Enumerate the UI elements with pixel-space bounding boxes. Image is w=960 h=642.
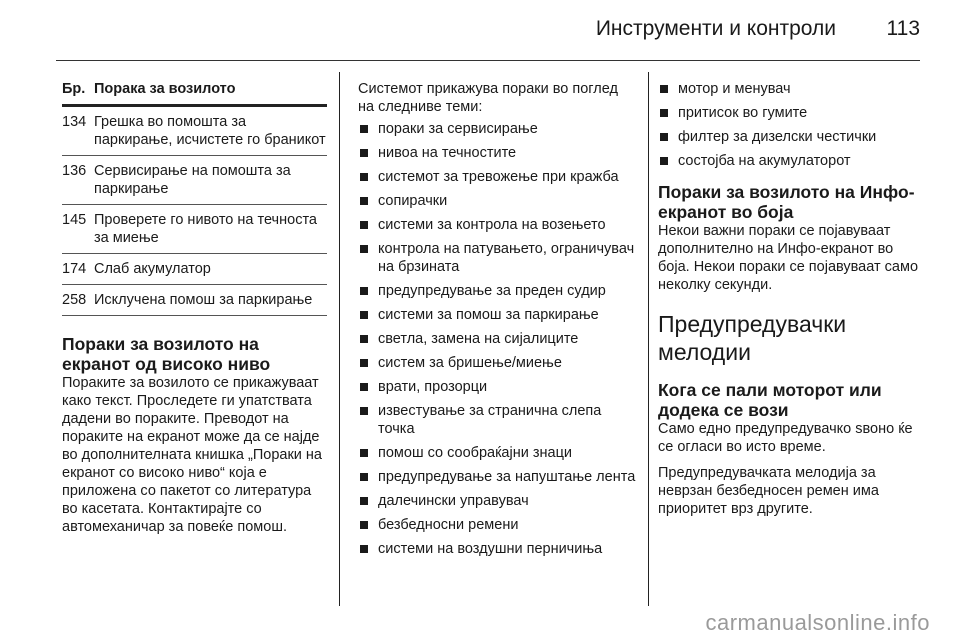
- list-item: системи за помош за паркирање: [358, 306, 638, 324]
- topics-list-continued: [658, 80, 920, 170]
- list-item: известување за странична слепа точка: [358, 402, 638, 438]
- table-header-message: Порака за возилото: [94, 81, 236, 97]
- list-item: помош со сообраќајни знаци: [358, 444, 638, 462]
- table-header-number: Бр.: [62, 81, 86, 97]
- column-left: [62, 80, 327, 536]
- page-header: [56, 14, 920, 54]
- list-item: светла, замена на сијалиците: [358, 330, 638, 348]
- message-table: [62, 80, 327, 316]
- table-row: [62, 205, 327, 254]
- row-number: 134: [62, 114, 87, 130]
- table-row: [62, 107, 327, 156]
- list-item: предупредување за напуштање лента: [358, 468, 638, 486]
- row-message: Грешка во помошта за паркирање, исчистете го браникот: [94, 114, 326, 148]
- row-message: Слаб акумулатор: [94, 261, 211, 277]
- list-item: нивоа на течностите: [358, 144, 638, 162]
- row-message: Проверете го нивото на течноста за миење: [94, 212, 317, 246]
- table-header: [62, 80, 327, 107]
- body-paragraph: Само едно предупредувачко ѕвоно ќе се огласи во исто време.: [658, 421, 913, 455]
- table-row: [62, 156, 327, 205]
- body-paragraph: Пораките за возилото се прикажуваат како текст. Проследете ги упатствата дадени во пораките. Преводот на пораките на екранот може да се најде во дополнителната книшка „Пораки на екранот со високо ниво“ која е приложена со пакетот со литература во касетата. Контактирајте со автомеханичар за повеќе помош.: [62, 375, 322, 535]
- table-row: [62, 254, 327, 285]
- list-item: притисок во гумите: [658, 104, 920, 122]
- list-item: врати, прозорци: [358, 378, 638, 396]
- row-number: 136: [62, 163, 87, 179]
- list-item: предупредување за преден судир: [358, 282, 638, 300]
- page-title: Инструменти и контроли: [595, 17, 836, 40]
- list-item: безбедносни ремени: [358, 516, 638, 534]
- topics-intro: Системот прикажува пораки во поглед на следниве теми:: [358, 81, 618, 115]
- chapter-heading: Предупредувачки мелодии: [658, 311, 847, 365]
- list-item: мотор и менувач: [658, 80, 920, 98]
- table-row: [62, 285, 327, 316]
- watermark: carmanualsonline.info: [705, 610, 930, 635]
- topics-list: [358, 120, 638, 558]
- column-right: [658, 80, 920, 518]
- list-item: сопирачки: [358, 192, 638, 210]
- list-item: системи за контрола на возењето: [358, 216, 638, 234]
- column-middle: [358, 80, 638, 564]
- row-number: 145: [62, 212, 87, 228]
- page-number: 113: [886, 17, 920, 40]
- row-message: Сервисирање на помошта за паркирање: [94, 163, 291, 197]
- column-divider: [339, 72, 340, 606]
- list-item: далечински управувач: [358, 492, 638, 510]
- row-number: 174: [62, 261, 87, 277]
- subsection-heading: Кога се пали моторот или додека се вози: [658, 380, 882, 420]
- body-paragraph: Некои важни пораки се појавуваат дополнително на Инфо-екранот во боја. Некои пораки се појавуваат само неколку секунди.: [658, 223, 919, 293]
- list-item: системот за тревожење при кражба: [358, 168, 638, 186]
- list-item: филтер за дизелски честички: [658, 128, 920, 146]
- list-item: систем за бришење/миење: [358, 354, 638, 372]
- column-divider: [648, 72, 649, 606]
- row-number: 258: [62, 292, 87, 308]
- list-item: контрола на патувањето, ограничувач на брзината: [358, 240, 638, 276]
- row-message: Исклучена помош за паркирање: [94, 292, 313, 308]
- section-heading: Пораки за возилото на Инфо-екранот во боја: [658, 182, 915, 222]
- header-rule: [56, 60, 920, 61]
- list-item: системи на воздушни перничиња: [358, 540, 638, 558]
- list-item: пораки за сервисирање: [358, 120, 638, 138]
- section-heading: Пораки за возилото на екранот од високо ниво: [62, 334, 271, 374]
- body-paragraph: Предупредувачката мелодија за неврзан безбедносен ремен има приоритет врз другите.: [658, 465, 879, 517]
- list-item: состојба на акумулаторот: [658, 152, 920, 170]
